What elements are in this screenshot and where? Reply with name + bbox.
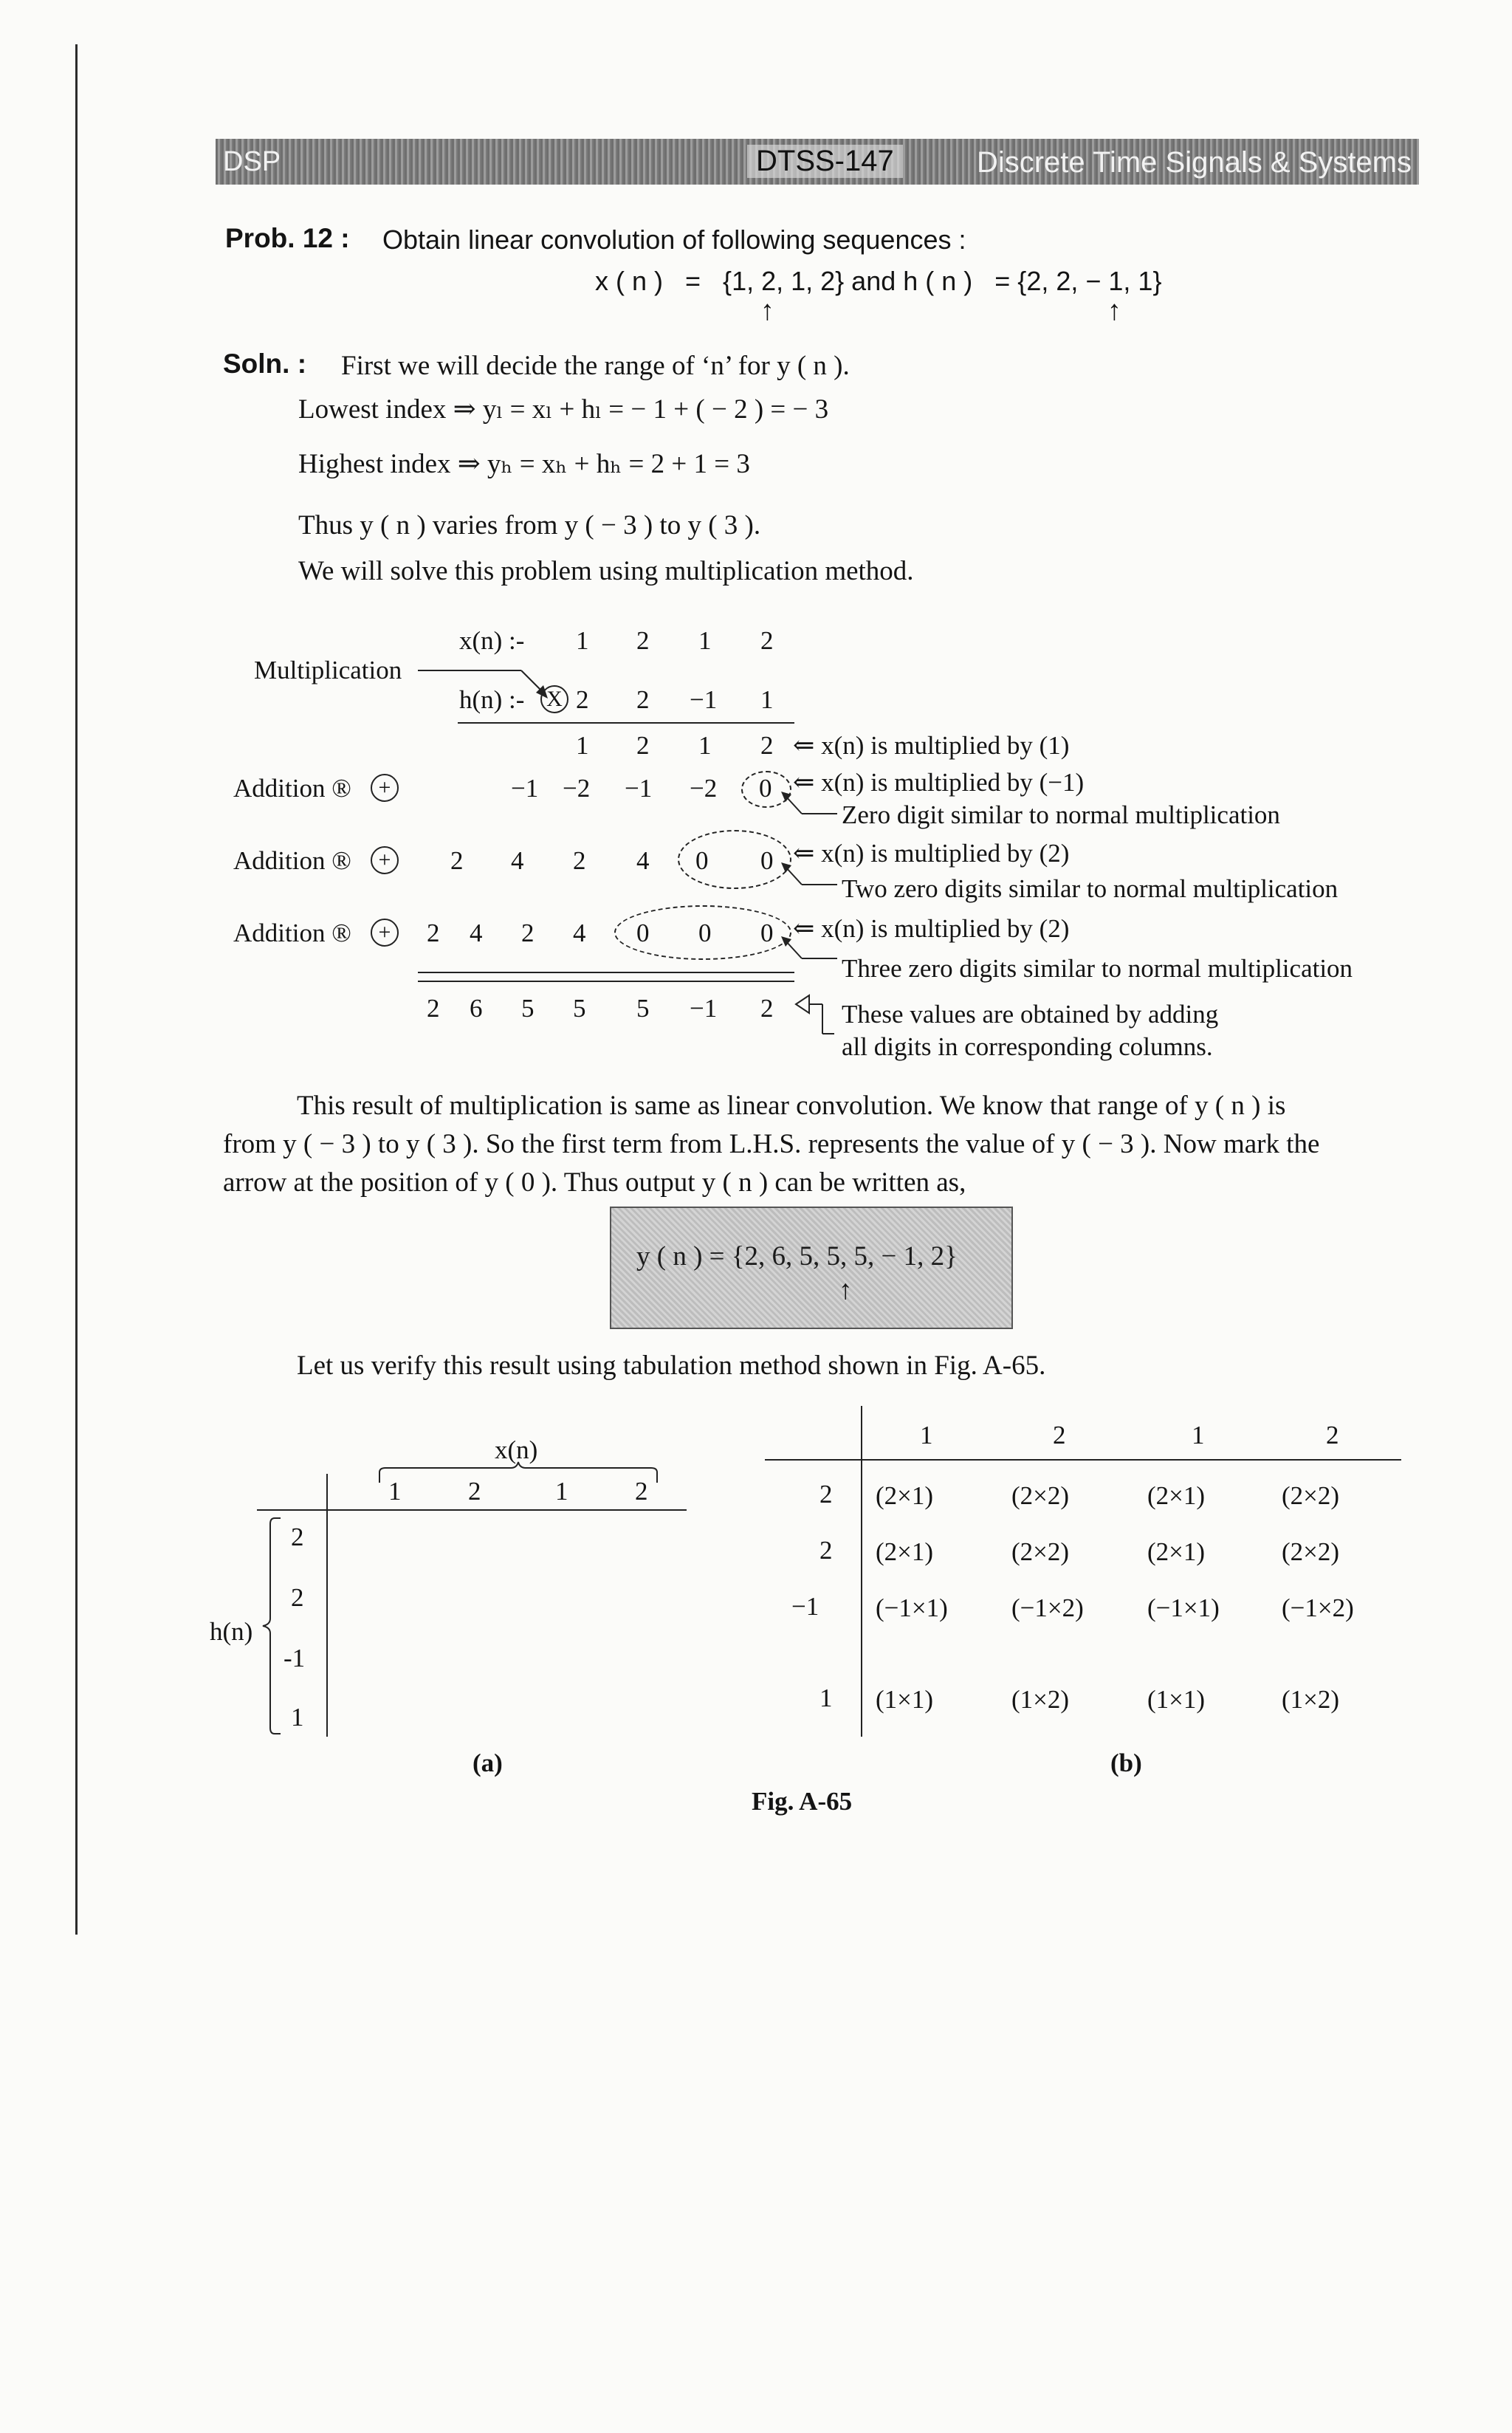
addition-label: Addition ® [233, 774, 351, 803]
fig-b-header-value: 1 [920, 1421, 933, 1449]
x-seq-value: 1 [698, 626, 712, 655]
partial-product: 2 [636, 731, 650, 760]
fig-b-row-h: −1 [791, 1592, 819, 1621]
fig-b-row-h: 2 [819, 1480, 833, 1509]
fig-a-divider [326, 1474, 328, 1737]
problem-statement: Obtain linear convolution of following sequences : [382, 224, 966, 255]
row-3-note-pointer [780, 861, 839, 898]
solution-line-2: Lowest index ⇒ yₗ = xₗ + hₗ = − 1 + ( − 2 ) = − 3 [298, 394, 829, 425]
fig-b-header-value: 1 [1192, 1421, 1205, 1449]
fig-b-cell: (1×1) [1147, 1685, 1206, 1714]
result-origin-arrow: ↑ [839, 1275, 853, 1305]
solution-line-4: Thus y ( n ) varies from y ( − 3 ) to y ( 3 ). [298, 510, 761, 541]
fig-a-h-label: h(n) [210, 1617, 253, 1646]
fig-a-h-value: 1 [291, 1703, 304, 1732]
partial-product: 1 [576, 731, 589, 760]
row-2-note-pointer [780, 790, 839, 827]
fig-b-cell: (2×2) [1282, 1537, 1340, 1566]
plus-symbol: + [371, 919, 399, 947]
solution-line-3: Highest index ⇒ yₕ = xₕ + hₕ = 2 + 1 = 3 [298, 449, 750, 479]
multiplication-rule [458, 722, 794, 724]
fig-b-cell: (2×2) [1011, 1537, 1070, 1566]
partial-product: 2 [521, 919, 535, 947]
fig-a-h-brace [260, 1517, 282, 1735]
fig-a-x-value: 2 [635, 1477, 648, 1506]
header-page-number: DTSS-147 [747, 145, 903, 178]
problem-equation: x ( n ) = {1, 2, 1, 2} and h ( n ) = {2, 2, − 1, 1} [595, 266, 1162, 296]
sum-rule-top [418, 972, 794, 973]
result-equation: y ( n ) = {2, 6, 5, 5, 5, − 1, 2} [636, 1241, 958, 1272]
sum-value: 6 [470, 994, 483, 1023]
fig-b-cell: (−1×2) [1011, 1593, 1084, 1622]
sum-value: 2 [760, 994, 774, 1023]
zero-placeholder: 0 [760, 919, 774, 947]
partial-product: 4 [573, 919, 586, 947]
partial-product: 1 [698, 731, 712, 760]
sum-value: 2 [427, 994, 440, 1023]
fig-b-cell: (2×1) [1147, 1537, 1206, 1566]
fig-b-divider [861, 1406, 862, 1737]
solution-line-1: First we will decide the range of ‘n’ for y ( n ). [341, 351, 850, 381]
fig-b-cell: (1×1) [876, 1685, 934, 1714]
x-seq-value: 1 [576, 626, 589, 655]
plus-symbol: + [371, 846, 399, 874]
fig-a-x-label: x(n) [495, 1435, 538, 1464]
page-margin-line [75, 44, 78, 1935]
fig-b-header-value: 2 [1326, 1421, 1339, 1449]
fig-b-cell: (−1×1) [876, 1593, 948, 1622]
paragraph-line-2: from y ( − 3 ) to y ( 3 ). So the first term from L.H.S. represents the value of y ( − 3 ). Now mark the [223, 1129, 1320, 1159]
multiplication-label: Multiplication [254, 656, 402, 684]
row-2-note: Zero digit similar to normal multiplication [842, 800, 1280, 829]
h-seq-value: 2 [576, 685, 589, 714]
sum-value: 5 [573, 994, 586, 1023]
figure-caption: Fig. A-65 [752, 1787, 853, 1816]
partial-product: 2 [450, 846, 464, 875]
plus-symbol: + [371, 774, 399, 802]
partial-product: 4 [470, 919, 483, 947]
fig-b-header-value: 2 [1053, 1421, 1066, 1449]
fig-b-row-h: 2 [819, 1536, 833, 1565]
fig-a-h-value: -1 [284, 1644, 306, 1672]
row-1-annotation: ⇐ x(n) is multiplied by (1) [793, 731, 1070, 760]
fig-a-x-brace [378, 1459, 659, 1484]
partial-product: −1 [511, 774, 539, 803]
h-origin-arrow: ↑ [1107, 295, 1121, 326]
h-seq-value: 1 [760, 685, 774, 714]
fig-b-cell: (−1×1) [1147, 1593, 1220, 1622]
sum-rule-bottom [418, 981, 794, 982]
x-seq-value: 2 [760, 626, 774, 655]
sum-value: −1 [690, 994, 718, 1023]
partial-product: 2 [427, 919, 440, 947]
x-seq-value: 2 [636, 626, 650, 655]
fig-a-x-value: 1 [388, 1477, 402, 1506]
fig-a-h-value: 2 [291, 1523, 304, 1551]
x-seq-label: x(n) :- [459, 626, 525, 655]
sum-bracket-arrow [793, 992, 837, 1044]
fig-b-cell: (−1×2) [1282, 1593, 1354, 1622]
row-4-note-pointer [780, 935, 839, 972]
header-left: DSP [223, 146, 281, 177]
fig-a-caption: (a) [472, 1749, 503, 1777]
fig-b-cell: (2×2) [1282, 1481, 1340, 1510]
h-seq-label: h(n) :- [459, 685, 525, 714]
row-3-note: Two zero digits similar to normal multiplication [842, 874, 1339, 903]
row-4-note: Three zero digits similar to normal multiplication [842, 954, 1353, 983]
partial-product: 4 [511, 846, 524, 875]
fig-b-header-rule [765, 1459, 1401, 1461]
multiply-symbol: X [540, 685, 568, 713]
zero-placeholder: 0 [759, 774, 772, 803]
row-2-annotation: ⇐ x(n) is multiplied by (−1) [793, 768, 1085, 797]
sum-value: 5 [521, 994, 535, 1023]
zero-placeholder: 0 [636, 919, 650, 947]
paragraph-line-3: arrow at the position of y ( 0 ). Thus output y ( n ) can be written as, [223, 1167, 966, 1198]
solution-label: Soln. : [223, 349, 307, 379]
fig-b-caption: (b) [1110, 1749, 1142, 1777]
h-seq-value: −1 [690, 685, 718, 714]
fig-b-cell: (2×1) [1147, 1481, 1206, 1510]
header-right: Discrete Time Signals & Systems [976, 146, 1412, 179]
zero-placeholder: 0 [760, 846, 774, 875]
result-box [610, 1207, 1013, 1329]
fig-b-row-h: 1 [819, 1684, 833, 1712]
partial-product: 2 [573, 846, 586, 875]
fig-b-cell: (2×1) [876, 1537, 934, 1566]
page-header-band [216, 139, 1419, 185]
fig-b-cell: (2×1) [876, 1481, 934, 1510]
addition-label: Addition ® [233, 846, 351, 875]
verify-text: Let us verify this result using tabulation method shown in Fig. A-65. [297, 1351, 1046, 1381]
fig-a-header-rule [257, 1509, 687, 1511]
fig-b-cell: (1×2) [1282, 1685, 1340, 1714]
fig-a-x-value: 1 [555, 1477, 568, 1506]
row-4-annotation: ⇐ x(n) is multiplied by (2) [793, 914, 1070, 943]
fig-b-cell: (1×2) [1011, 1685, 1070, 1714]
fig-b-cell: (2×2) [1011, 1481, 1070, 1510]
solution-line-5: We will solve this problem using multiplication method. [298, 556, 914, 586]
partial-product: −2 [690, 774, 718, 803]
h-seq-value: 2 [636, 685, 650, 714]
problem-label: Prob. 12 : [225, 223, 350, 253]
partial-product: −1 [625, 774, 653, 803]
row-3-annotation: ⇐ x(n) is multiplied by (2) [793, 839, 1070, 868]
addition-label: Addition ® [233, 919, 351, 947]
x-origin-arrow: ↑ [760, 295, 774, 326]
paragraph-line-1: This result of multiplication is same as linear convolution. We know that range of y ( n ) is [297, 1091, 1286, 1121]
fig-a-x-value: 2 [468, 1477, 481, 1506]
sum-note-line-2: all digits in corresponding columns. [842, 1032, 1213, 1061]
partial-product: 4 [636, 846, 650, 875]
sum-value: 5 [636, 994, 650, 1023]
partial-product: 2 [760, 731, 774, 760]
sum-note-line-1: These values are obtained by adding [842, 1000, 1219, 1029]
zero-placeholder: 0 [698, 919, 712, 947]
partial-product: −2 [563, 774, 591, 803]
fig-a-h-value: 2 [291, 1583, 304, 1612]
zero-placeholder: 0 [695, 846, 709, 875]
